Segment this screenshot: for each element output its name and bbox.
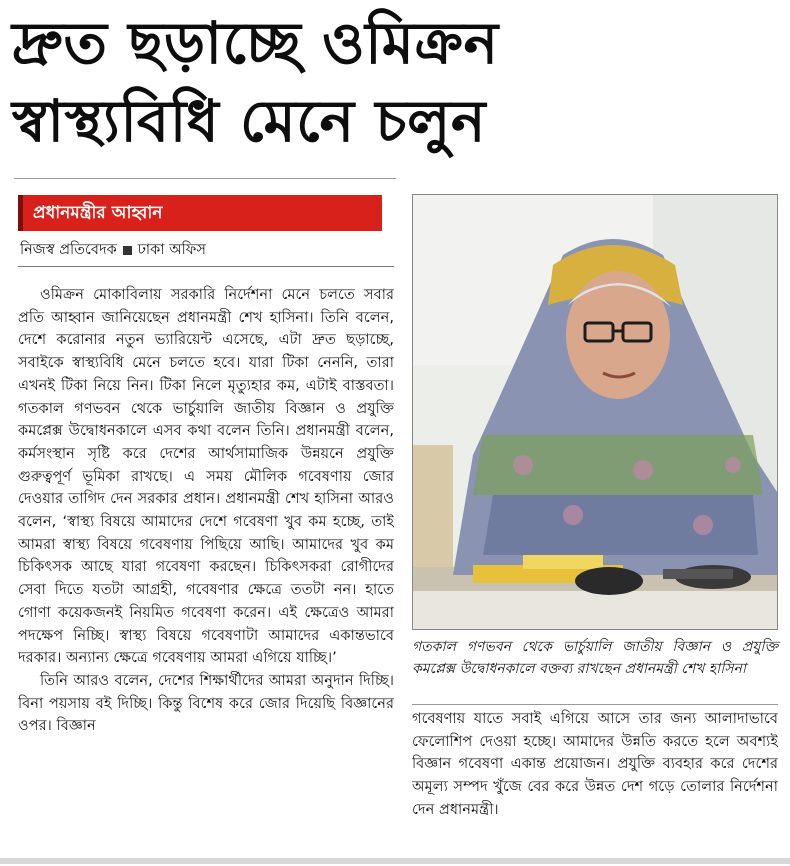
divider <box>18 266 394 267</box>
article-paragraph: ওমিক্রন মোকাবিলায় সরকারি নির্দেশনা মেনে চলতে সবার প্রতি আহ্বান জানিয়েছেন প্রধানমন্ত্রী শেখ হাসিনা। তিনি বলেন, দেশে করোনার নতুন ভ্যারিয়েন্ট এসেছে, এটা দ্রুত ছড়াচ্ছে, সবাইকে স্বাস্থ্যবিধি মেনে চলতে হবে। যারা টিকা নেননি, তারা এখনই টিকা নিয়ে নিন। টিকা নিলে মৃত্যুহার কম, এটাই বাস্তবতা। গতকাল গণভবন থেকে ভার্চুয়ালি জাতীয় বিজ্ঞান ও প্রযুক্তি কমপ্লেক্স উদ্বোধনকালে এসব কথা বলেন তিনি। প্রধানমন্ত্রী বলেন, কর্মসংস্থান সৃষ্টি করে দেশের আর্থসামাজিক উন্নয়নে প্রযুক্তি গুরুত্বপূর্ণ ভূমিকা রাখছে। এ সময় মৌলিক গবেষণায় জোর দেওয়ার তাগিদ দেন সরকার প্রধান। প্রধানমন্ত্রী শেখ হাসিনা আরও বলেন, ‘স্বাস্থ্য বিষয়ে আমাদের দেশে গবেষণা খুব কম হচ্ছে, তাই আমরা স্বাস্থ্য বিষয়ে গবেষণায় পিছিয়ে আছি। আমাদের খুব কম চিকিৎসক আছে যারা গবেষণা করছেন। চিকিৎসকরা রোগীদের সেবা দিতে যতটা আগ্রহী, গবেষণার ক্ষেত্রে ততটা নন। হাতে গোণা কয়েকজনই নিয়মিত গবেষণা করেন। এই ক্ষেত্রেও আমরা পদক্ষেপ নিচ্ছি। স্বাস্থ্য বিষয়ে গবেষণাটা আমাদের একান্তভাবে দরকার। অন্যান্য ক্ষেত্রে গবেষণায় আমরা এগিয়ে যাচ্ছি।’ <box>18 286 394 667</box>
article-body-right <box>412 708 778 856</box>
page-bottom-rule <box>0 858 790 864</box>
photo-illustration <box>413 195 778 630</box>
article-paragraph: গবেষণায় যাতে সবাই এগিয়ে আসে তার জন্য আলাদাভাবে ফেলোশিপ দেওয়া হচ্ছে। আমাদের উন্নতি করতে হলে অবশ্যই বিজ্ঞান গবেষণা একান্ত প্রয়োজন। প্রযুক্তি ব্যবহার করে দেশের অমূল্য সম্পদ খুঁজে বের করে উন্নত দেশ গড়ে তোলার নির্দেশনা দেন প্রধানমন্ত্রী। <box>412 710 778 818</box>
byline-location: ঢাকা অফিস <box>137 242 206 258</box>
headline <box>12 4 782 160</box>
divider <box>14 178 396 179</box>
square-bullet-icon <box>123 246 132 255</box>
article-paragraph: তিনি আরও বলেন, দেশের শিক্ষার্থীদের আমরা অনুদান দিচ্ছি। বিনা পয়সায় বই দিচ্ছি। কিন্তু বিশেষ করে জোর দিয়েছি বিজ্ঞানের ওপর। বিজ্ঞান <box>18 671 394 735</box>
news-photo <box>412 194 778 630</box>
photo-caption: গতকাল গণভবন থেকে ভার্চুয়ালি জাতীয় বিজ্ঞান ও প্রযুক্তি কমপ্লেক্স উদ্বোধনকালে বক্তব্য রাখছেন প্রধানমন্ত্রী শেখ হাসিনা <box>412 639 778 677</box>
headline-line-2: স্বাস্থ্যবিধি মেনে চলুন <box>12 87 486 155</box>
divider <box>412 704 778 705</box>
article-body-left <box>18 284 394 856</box>
byline <box>20 238 390 262</box>
kicker-banner: প্রধানমন্ত্রীর আহ্বান <box>18 195 382 231</box>
byline-reporter: নিজস্ব প্রতিবেদক <box>20 242 117 258</box>
headline-line-1: দ্রুত ছড়াচ্ছে ওমিক্রন <box>12 9 499 77</box>
